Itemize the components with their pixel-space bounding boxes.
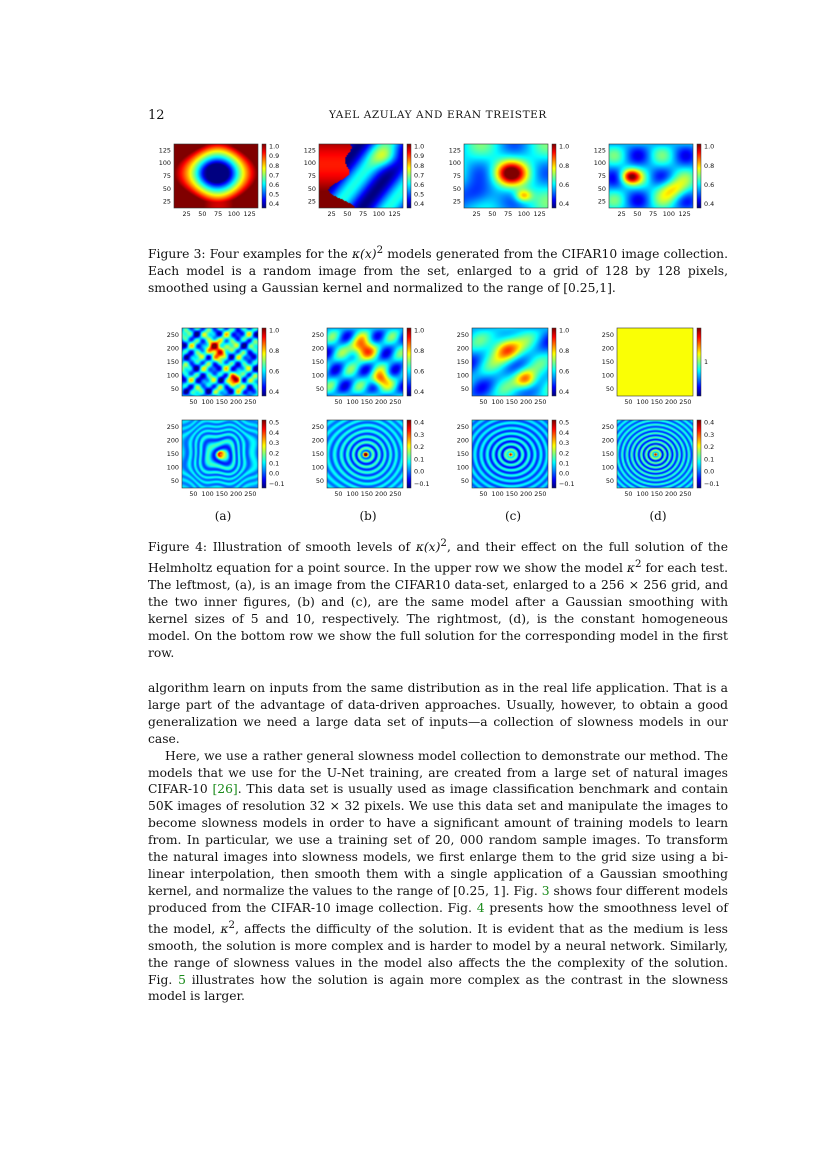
heatmap-image [609,144,693,208]
colorbar-tick-label: 0.0 [269,469,280,478]
colorbar-tick-label: 0.4 [559,387,570,396]
y-tick-label: 100 [166,463,179,472]
y-tick-label: 25 [597,197,606,206]
plot-panel-3-2 [304,143,424,218]
colorbar-tick-label: 0.4 [414,418,425,427]
y-tick-label: 125 [303,146,316,155]
colorbar-tick-label: 1.0 [269,142,280,151]
plot-panel-4-c-top [457,327,569,406]
caption-sup: 2 [440,537,447,549]
x-tick-label: 50 [343,210,352,218]
inline-math: κ [220,921,229,936]
y-tick-label: 75 [162,172,171,180]
x-tick-label: 150 [650,490,664,498]
y-tick-label: 200 [456,344,469,353]
x-tick-label: 200 [520,490,533,498]
x-tick-label: 50 [624,398,633,406]
x-tick-label: 250 [389,398,402,406]
figure-3 [148,136,728,228]
y-tick-label: 150 [311,450,324,458]
x-tick-label: 100 [372,210,385,218]
plot-panel-4-b-bot [312,419,430,498]
colorbar-tick-label: 0.4 [269,200,280,209]
colorbar-tick-label: 0.4 [269,387,280,396]
y-tick-label: 100 [601,371,614,380]
y-tick-label: 125 [593,146,606,155]
y-tick-label: 50 [170,385,179,394]
caption-sup: 2 [376,244,384,256]
x-tick-label: 200 [230,398,243,406]
x-tick-label: 125 [243,210,256,218]
caption-text: models generated from the CIFAR10 image collection. Each model is a random image from the set, enlarged to a grid of 128 by 128 pixels, smoothed using a Gaussian kernel and normalized to the range of [0.25,1]. [148,247,728,296]
colorbar-tick-label: 0.8 [414,347,425,356]
paragraph-text: . This data set is usually used as image classification benchmark and contain 50K images of resolution 32 × 32 pixels. We use this data set and manipulate the images to become slowness models in order to have a significant amount of training models to learn from. In particular, we use a training set of 20, 000 random sample images. To transform the natural images into slowness models, we first enlarge them to the grid size using a bi-linear interpolation, then smooth them with a single application of a Gaussian smoothing kernel, and normalize the values to the range of [0.25, 1]. Fig. [148,782,728,898]
colorbar-tick-label: 1.0 [559,142,570,151]
x-tick-label: 100 [227,210,240,218]
colorbar [552,328,556,396]
colorbar-tick-label: 0.8 [704,161,715,170]
plot-panel-4-a-bot [167,419,285,498]
colorbar-tick-label: 0.8 [269,347,280,356]
colorbar-tick-label: 1.0 [414,326,425,335]
y-tick-label: 150 [601,450,614,458]
colorbar-tick-label: 0.5 [269,418,280,427]
figure-4 [148,322,728,526]
x-tick-label: 50 [479,398,488,406]
y-tick-label: 250 [166,330,179,339]
colorbar [262,144,266,208]
paragraph-1: algorithm learn on inputs from the same distribution as in the real life application. That is a large part of the advantage of data-driven approaches. Usually, however, to obtain a good generalization we need a large data set of inputs—a collection of slowness models in our case. [148,681,728,746]
body-text [148,680,728,1005]
x-tick-label: 100 [636,490,649,498]
y-tick-label: 250 [601,330,614,339]
page-header [148,108,728,126]
figure-ref-link[interactable]: 5 [178,972,186,987]
colorbar-tick-label: 0.4 [414,387,425,396]
figure-ref-link[interactable]: 3 [541,883,550,898]
colorbar [552,144,556,208]
colorbar-tick-label: 0.9 [269,152,280,161]
figure-3-caption [148,242,728,297]
colorbar-tick-label: 0.0 [559,469,570,478]
y-tick-label: 50 [307,184,316,193]
y-tick-label: 50 [597,184,606,193]
caption-text: for each test. The leftmost, (a), is an image from the CIFAR10 data-set, enlarged to a 256 × 256 grid, and the two inner figures, (b) and (c), are the same model after a Gaussian smoothing with kernel sizes of 5 and 10, respectively. The rightmost, (d), is the constant homogeneous model. On the bottom row we show the full solution for the corresponding model in the first row. [148,561,729,661]
figure-3-panels [148,136,728,228]
y-tick-label: 100 [311,463,324,472]
y-tick-label: 200 [311,436,324,445]
heatmap-image [327,420,403,488]
heatmap-image [182,328,258,396]
colorbar-tick-label: 0.0 [704,467,715,476]
colorbar-tick-label: 1.0 [414,142,425,151]
inline-sup: 2 [228,918,236,931]
colorbar-tick-label: 0.4 [559,200,570,209]
y-tick-label: 50 [460,385,469,394]
x-tick-label: 200 [230,490,243,498]
colorbar-tick-label: 0.5 [559,418,570,427]
y-tick-label: 125 [158,146,171,155]
y-tick-label: 25 [307,197,316,206]
x-tick-label: 25 [182,210,191,218]
colorbar-tick-label: 0.6 [414,367,425,376]
y-tick-label: 200 [456,436,469,445]
colorbar-tick-label: 0.6 [559,367,570,376]
y-tick-label: 50 [170,477,179,486]
x-tick-label: 250 [389,490,402,498]
paragraph-text: presents how the smoothness level of the model, [148,900,728,936]
colorbar-tick-label: 0.4 [414,200,425,209]
x-tick-label: 200 [665,398,678,406]
y-tick-label: 50 [605,385,614,394]
y-tick-label: 100 [601,463,614,472]
heatmap-image [472,328,548,396]
colorbar-tick-label: 1 [704,358,709,366]
plot-panel-3-4 [594,143,714,218]
y-tick-label: 75 [597,172,606,180]
x-tick-label: 150 [505,490,519,498]
heatmap-image [472,420,548,488]
x-tick-label: 200 [375,398,388,406]
heatmap-image [182,420,258,488]
colorbar [262,328,266,396]
x-tick-label: 100 [517,210,530,218]
paragraph-2 [148,748,728,1006]
plot-panel-3-3 [449,143,569,218]
y-tick-label: 100 [593,159,606,168]
x-tick-label: 50 [334,398,343,406]
colorbar-tick-label: 0.6 [559,180,570,189]
x-tick-label: 100 [346,490,359,498]
paragraph-text: Here, we use a rather general slowness model collection to demonstrate our method. The models that we use for the U-Net training, are created from a large set of natural images CIFAR-10 [148,748,728,797]
colorbar-tick-label: 0.9 [414,152,425,161]
x-tick-label: 50 [488,210,497,218]
x-tick-label: 150 [505,398,519,406]
caption-text: Figure 4: Illustration of smooth levels of [148,540,416,555]
y-tick-label: 100 [456,371,469,380]
heatmap-image [617,420,693,488]
x-tick-label: 75 [359,210,368,218]
subfigure-label: (b) [359,509,377,523]
x-tick-label: 50 [189,490,198,498]
caption-math: κ [626,561,635,576]
x-tick-label: 25 [617,210,626,218]
caption-sup: 2 [634,558,642,571]
colorbar [407,144,411,208]
y-tick-label: 200 [601,344,614,353]
y-tick-label: 150 [601,358,614,366]
heatmap-image [319,144,403,208]
colorbar-tick-label: −0.1 [414,479,430,488]
colorbar-tick-label: 0.2 [414,443,425,452]
y-tick-label: 50 [315,477,324,486]
x-tick-label: 250 [679,490,692,498]
y-tick-label: 200 [166,436,179,445]
figure-ref-link[interactable]: 4 [476,900,485,915]
caption-math: κ(x) [351,247,377,262]
x-tick-label: 100 [346,398,359,406]
colorbar [552,420,556,488]
y-tick-label: 200 [311,344,324,353]
x-tick-label: 100 [636,398,649,406]
colorbar-tick-label: 0.3 [414,430,425,439]
colorbar-tick-label: 0.8 [559,161,570,170]
colorbar-tick-label: 0.1 [704,455,715,464]
x-tick-label: 100 [491,490,504,498]
plot-panel-4-b-top [312,327,424,406]
y-tick-label: 250 [456,330,469,339]
colorbar-tick-label: 0.4 [704,418,715,427]
colorbar-tick-label: 0.3 [559,439,570,448]
colorbar [697,420,701,488]
y-tick-label: 150 [456,450,469,458]
y-tick-label: 75 [452,172,461,180]
x-tick-label: 125 [678,210,691,218]
heatmap-image [327,328,403,396]
x-tick-label: 75 [214,210,223,218]
x-tick-label: 150 [360,398,374,406]
y-tick-label: 100 [311,371,324,380]
x-tick-label: 200 [665,490,678,498]
colorbar-tick-label: −0.1 [559,479,575,488]
colorbar-tick-label: 0.8 [559,347,570,356]
x-tick-label: 50 [633,210,642,218]
colorbar-tick-label: 1.0 [269,326,280,335]
x-tick-label: 50 [479,490,488,498]
caption-math: κ(x) [415,540,441,555]
colorbar-tick-label: 0.6 [269,180,280,189]
y-tick-label: 150 [456,358,469,366]
subfigure-label: (c) [504,509,522,523]
running-title: YAEL AZULAY AND ERAN TREISTER [329,109,547,121]
x-tick-label: 100 [491,398,504,406]
y-tick-label: 25 [452,197,461,206]
y-tick-label: 250 [166,422,179,431]
y-tick-label: 100 [303,159,316,168]
x-tick-label: 250 [244,398,257,406]
figure-4-panels [148,322,728,526]
colorbar-tick-label: 0.1 [269,459,280,468]
paragraph-text: illustrates how the solution is again more complex as the contrast in the slowness model is larger. [148,972,728,1004]
x-tick-label: 25 [327,210,336,218]
colorbar-tick-label: 0.2 [269,449,280,458]
colorbar-tick-label: 0.2 [704,443,715,452]
subfigure-label: (d) [649,509,667,523]
y-tick-label: 125 [448,146,461,155]
colorbar-tick-label: 0.6 [414,180,425,189]
colorbar-tick-label: −0.1 [269,479,285,488]
y-tick-label: 200 [601,436,614,445]
y-tick-label: 50 [460,477,469,486]
plot-panel-4-d-top [602,328,708,406]
x-tick-label: 100 [201,490,214,498]
y-tick-label: 50 [162,184,171,193]
x-tick-label: 250 [534,398,547,406]
colorbar [407,328,411,396]
y-tick-label: 75 [307,172,316,180]
colorbar-tick-label: 0.3 [269,439,280,448]
y-tick-label: 50 [315,385,324,394]
x-tick-label: 100 [662,210,675,218]
y-tick-label: 50 [452,184,461,193]
y-tick-label: 250 [601,422,614,431]
colorbar-tick-label: 0.8 [414,161,425,170]
x-tick-label: 250 [244,490,257,498]
page-number: 12 [148,108,165,123]
colorbar-tick-label: 0.4 [269,428,280,437]
colorbar-tick-label: 0.0 [414,467,425,476]
colorbar-tick-label: 1.0 [704,142,715,151]
y-tick-label: 100 [166,371,179,380]
heatmap-image [617,328,693,396]
y-tick-label: 100 [456,463,469,472]
colorbar-tick-label: 0.7 [269,171,280,180]
x-tick-label: 150 [360,490,374,498]
x-tick-label: 125 [533,210,546,218]
heatmap-image [174,144,258,208]
x-tick-label: 75 [504,210,513,218]
plot-panel-4-c-bot [457,419,575,498]
y-tick-label: 250 [311,422,324,431]
x-tick-label: 50 [334,490,343,498]
colorbar-tick-label: 0.4 [704,200,715,209]
figure-4-caption [148,535,728,662]
x-tick-label: 250 [534,490,547,498]
plot-panel-4-d-bot [602,419,720,498]
citation-link[interactable]: [26] [212,782,238,797]
x-tick-label: 150 [650,398,664,406]
x-tick-label: 75 [649,210,658,218]
colorbar-tick-label: 0.7 [414,171,425,180]
colorbar-tick-label: 0.6 [704,180,715,189]
colorbar [407,420,411,488]
colorbar-tick-label: 0.3 [704,430,715,439]
x-tick-label: 200 [520,398,533,406]
colorbar-tick-label: 0.6 [269,367,280,376]
caption-text: Figure 3: Four examples for the [148,247,352,262]
y-tick-label: 150 [166,358,179,366]
x-tick-label: 50 [189,398,198,406]
plot-panel-4-a-top [167,327,279,406]
y-tick-label: 250 [311,330,324,339]
x-tick-label: 50 [624,490,633,498]
colorbar-tick-label: −0.1 [704,479,720,488]
paragraph-text: , affects the difficulty of the solution. It is evident that as the medium is less smooth, the solution is more complex and is harder to model by a neural network. Similarly, the range of slowness values in the model also affects the the complexity of the solution. Fig. [148,921,728,987]
colorbar [697,144,701,208]
x-tick-label: 100 [201,398,214,406]
colorbar-tick-label: 0.4 [559,428,570,437]
x-tick-label: 150 [215,398,229,406]
colorbar [697,328,701,396]
x-tick-label: 50 [198,210,207,218]
y-tick-label: 100 [158,159,171,168]
colorbar-tick-label: 0.1 [414,455,425,464]
caption-text: , and their effect on the full solution of the Helmholtz equation for a point source. In the upper row we show the model [148,540,728,576]
heatmap-image [464,144,548,208]
colorbar [262,420,266,488]
x-tick-label: 125 [388,210,401,218]
x-tick-label: 250 [679,398,692,406]
x-tick-label: 200 [375,490,388,498]
y-tick-label: 100 [448,159,461,168]
y-tick-label: 150 [166,450,179,458]
colorbar-tick-label: 0.1 [559,459,570,468]
y-tick-label: 200 [166,344,179,353]
x-tick-label: 25 [472,210,481,218]
colorbar-tick-label: 0.2 [559,449,570,458]
y-tick-label: 250 [456,422,469,431]
x-tick-label: 150 [215,490,229,498]
plot-panel-3-1 [159,143,279,218]
y-tick-label: 25 [162,197,171,206]
colorbar-tick-label: 0.8 [269,161,280,170]
paragraph-text: shows four different models produced from the CIFAR-10 image collection. Fig. [148,883,728,915]
subfigure-label: (a) [214,509,232,523]
colorbar-tick-label: 0.5 [414,190,425,199]
colorbar-tick-label: 1.0 [559,326,570,335]
y-tick-label: 150 [311,358,324,366]
y-tick-label: 50 [605,477,614,486]
colorbar-tick-label: 0.5 [269,190,280,199]
